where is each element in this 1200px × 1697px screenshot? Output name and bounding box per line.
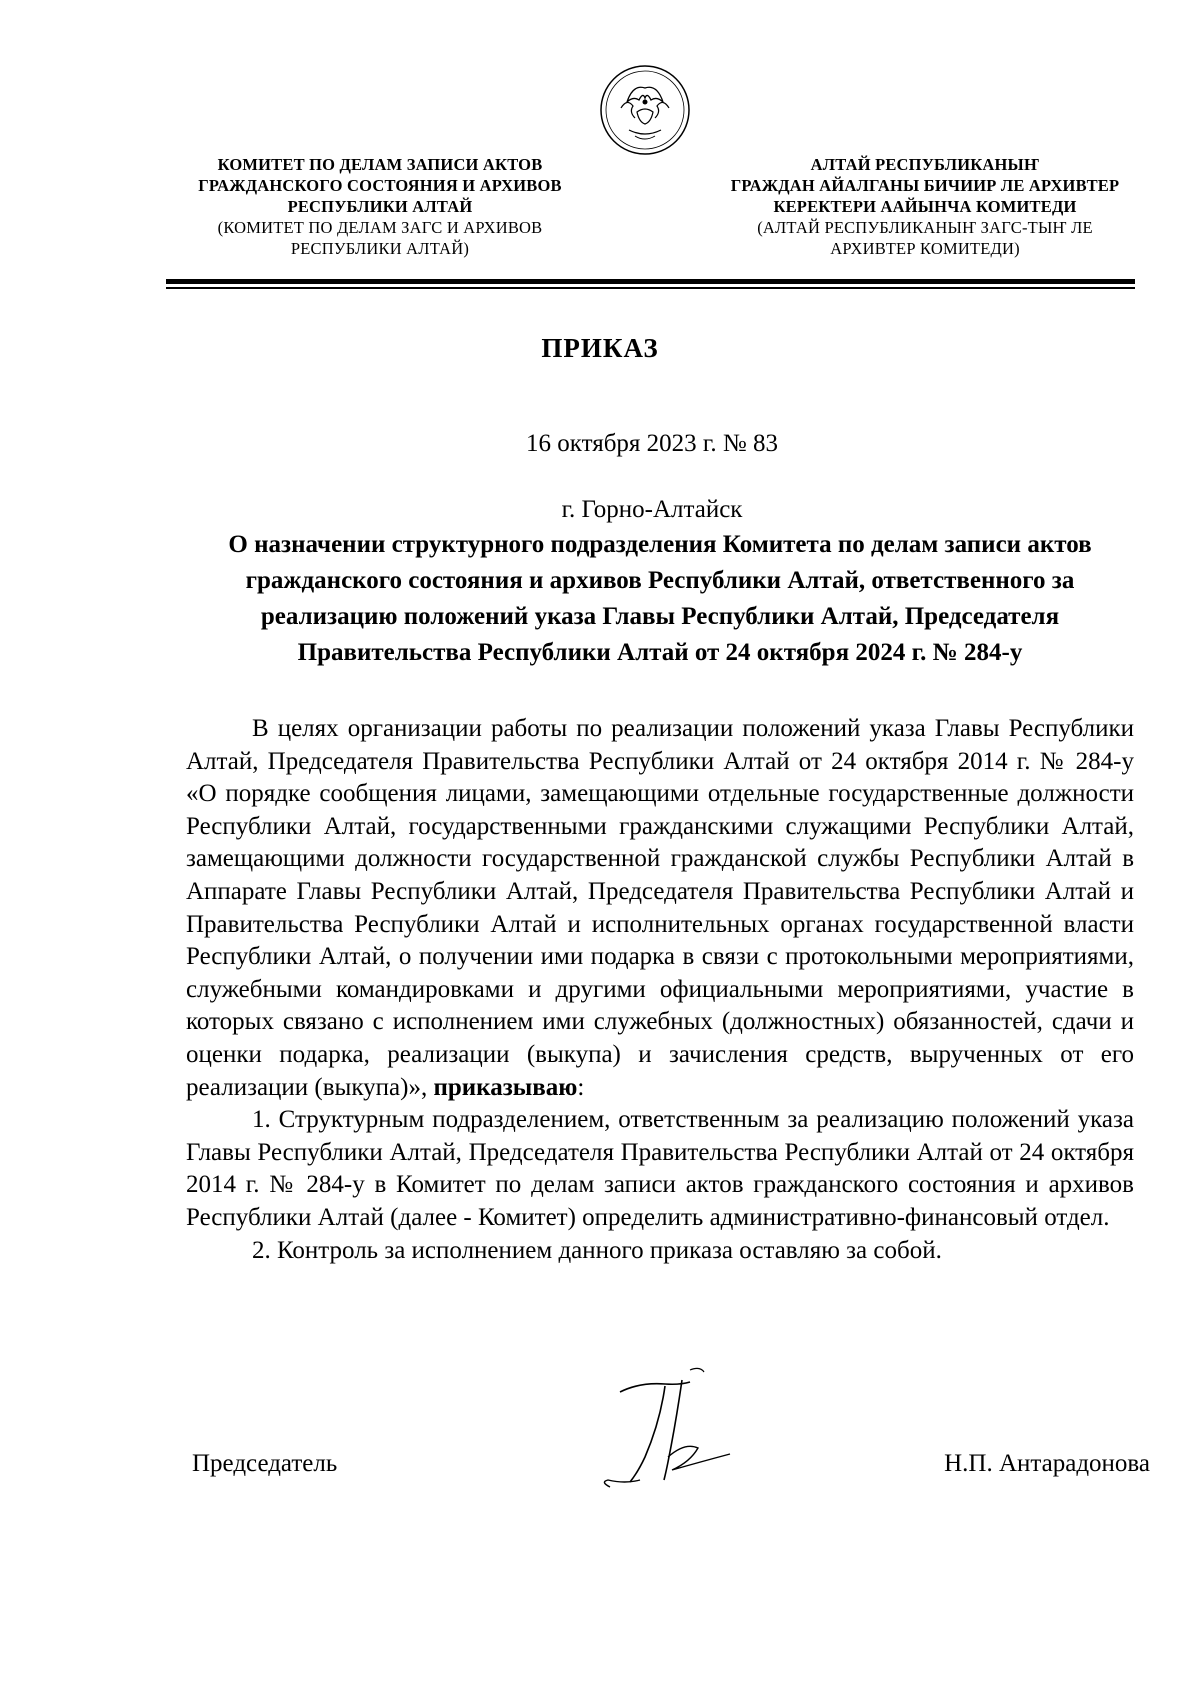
header-left-line-3: РЕСПУБЛИКИ АЛТАЙ (287, 197, 473, 216)
header-left-line-4: (КОМИТЕТ ПО ДЕЛАМ ЗАГС И АРХИВОВ (217, 218, 543, 237)
paragraph-preamble (186, 713, 1134, 1104)
preamble-text: В целях организации работы по реализации положений указа Главы Республики Алтай, Председателя Правительства Республики Алтай от 24 октября 2014 г. № 284-у «О порядке сообщения лицами, замещающими отдельные государственные должности Республики Алтай, государственными гражданскими служащими Республики Алтай, замещающими должности государственной гражданской службы Республики Алтай в Аппарате Главы Республики Алтай, Председателя Правительства Республики Алтай и Правительства Республики Алтай и исполнительных органах государственной власти Республики Алтай, о получении ими подарка в связи с протокольными мероприятиями, служебными командировками и другими официальными мероприятиями, участие в которых связано с исполнением ими служебных (должностных) обязанностей, сдачи и оценки подарка, реализации (выкупа) и зачисления средств, вырученных от его реализации (выкупа)», (186, 715, 1134, 1101)
paragraph-item-1: 1. Структурным подразделением, ответственным за реализацию положений указа Главы Республики Алтай, Председателя Правительства Республики Алтай от 24 октября 2014 г. № 284-у в Комитет по делам записи актов гражданского состояния и архивов Республики Алтай (далее - Комитет) определить административно-финансовый отдел. (186, 1106, 1134, 1231)
document-heading: О назначении структурного подразделения Комитета по делам записи актов гражданского состояния и архивов Республики Алтай, ответственного за реализацию положений указа Главы Республики Алтай, Председателя Правительства Республики Алтай от 24 октября 2024 г. № 284-у (228, 531, 1092, 666)
preamble-colon: : (577, 1073, 585, 1101)
organization-header-altai (700, 154, 1150, 259)
header-divider-thin (166, 287, 1135, 289)
header-left-line-1: КОМИТЕТ ПО ДЕЛАМ ЗАПИСИ АКТОВ (217, 155, 543, 174)
header-right-line-4: (АЛТАЙ РЕСПУБЛИКАНЫҤ ЗАГС-ТЫҤ ЛЕ (757, 218, 1093, 237)
header-left-line-5: РЕСПУБЛИКИ АЛТАЙ) (290, 239, 470, 258)
document-title: ПРИКАЗ (541, 333, 659, 363)
signatory-position: Председатель (192, 1450, 338, 1477)
order-keyword: приказываю (433, 1073, 578, 1101)
document-city: г. Горно-Алтайск (561, 496, 743, 523)
header-right-line-2: ГРАЖДАН АЙАЛГАНЫ БИЧИИР ЛЕ АРХИВТЕР (730, 176, 1120, 195)
header-divider-thick (166, 279, 1135, 284)
organization-header-russian (160, 154, 600, 259)
paragraph-item-2: 2. Контроль за исполнением данного приказа оставляю за собой. (252, 1236, 942, 1264)
signatory-name: Н.П. Антарадонова (944, 1450, 1150, 1477)
coat-of-arms-emblem-icon (597, 62, 693, 158)
handwritten-signature-icon (590, 1362, 740, 1502)
header-left-line-2: ГРАЖДАНСКОГО СОСТОЯНИЯ И АРХИВОВ (198, 176, 562, 195)
document-date-number: 16 октября 2023 г. № 83 (526, 430, 778, 457)
header-right-line-1: АЛТАЙ РЕСПУБЛИКАНЫҤ (810, 155, 1040, 174)
header-right-line-3: КЕРЕКТЕРИ ААЙЫНЧА КОМИТЕДИ (773, 197, 1077, 216)
document-body (186, 713, 1134, 1267)
header-right-line-5: АРХИВТЕР КОМИТЕДИ) (830, 239, 1020, 258)
